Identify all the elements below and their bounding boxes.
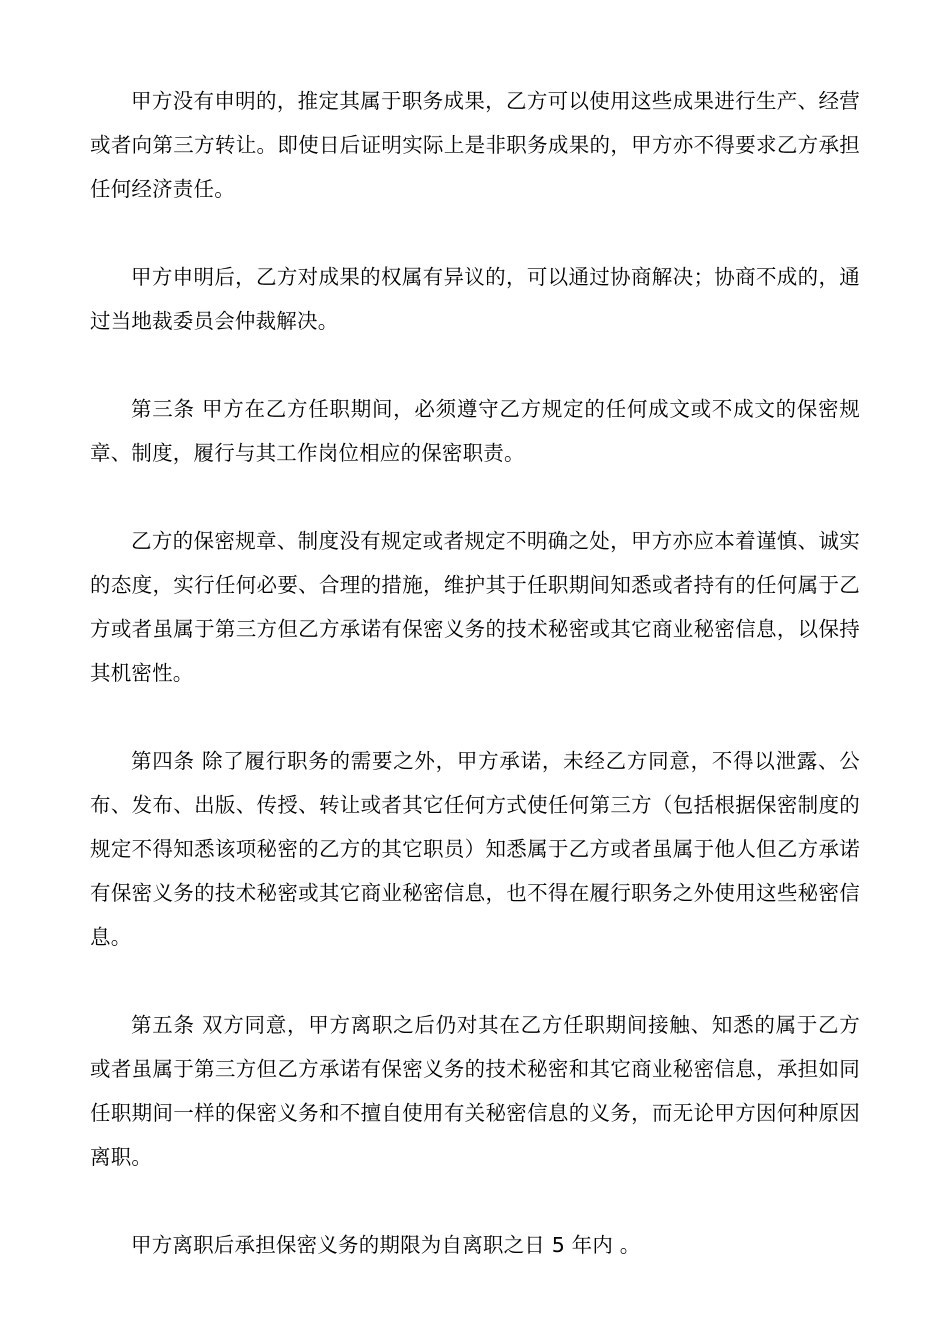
- paragraph-article-4: 第四条 除了履行职务的需要之外，甲方承诺，未经乙方同意，不得以泄露、公布、发布、出版、传授、转让或者其它任何方式使任何第三方（包括根据保密制度的规定不得知悉该项秘密的乙方的其它职员）知悉属于乙方或者虽属于他人但乙方承诺有保密义务的技术秘密或其它商业秘密信息，也不得在履行职务之外使用这些秘密信息。: [90, 749, 860, 949]
- paragraph-ownership-presumption: 甲方没有申明的，推定其属于职务成果，乙方可以使用这些成果进行生产、经营或者向第三方转让。即使日后证明实际上是非职务成果的，甲方亦不得要求乙方承担任何经济责任。: [90, 89, 860, 201]
- paragraph-article-5: 第五条 双方同意，甲方离职之后仍对其在乙方任职期间接触、知悉的属于乙方或者虽属于第三方但乙方承诺有保密义务的技术秘密和其它商业秘密信息，承担如同任职期间一样的保密义务和不擅自使用有关秘密信息的义务，而无论甲方因何种原因离职。: [90, 1013, 860, 1169]
- document-body: [90, 79, 860, 1267]
- paragraph-dispute-resolution: 甲方申明后，乙方对成果的权属有异议的，可以通过协商解决；协商不成的，通过当地裁委员会仲裁解决。: [90, 265, 860, 333]
- paragraph-confidentiality-term: 甲方离职后承担保密义务的期限为自离职之日 5 年内 。: [131, 1233, 641, 1257]
- paragraph-article-3: 第三条 甲方在乙方任职期间，必须遵守乙方规定的任何成文或不成文的保密规章、制度，履行与其工作岗位相应的保密职责。: [90, 397, 860, 465]
- paragraph-confidentiality-measures: 乙方的保密规章、制度没有规定或者规定不明确之处，甲方亦应本着谨慎、诚实的态度，实行任何必要、合理的措施，维护其于任职期间知悉或者持有的任何属于乙方或者虽属于第三方但乙方承诺有保密义务的技术秘密或其它商业秘密信息，以保持其机密性。: [90, 529, 860, 685]
